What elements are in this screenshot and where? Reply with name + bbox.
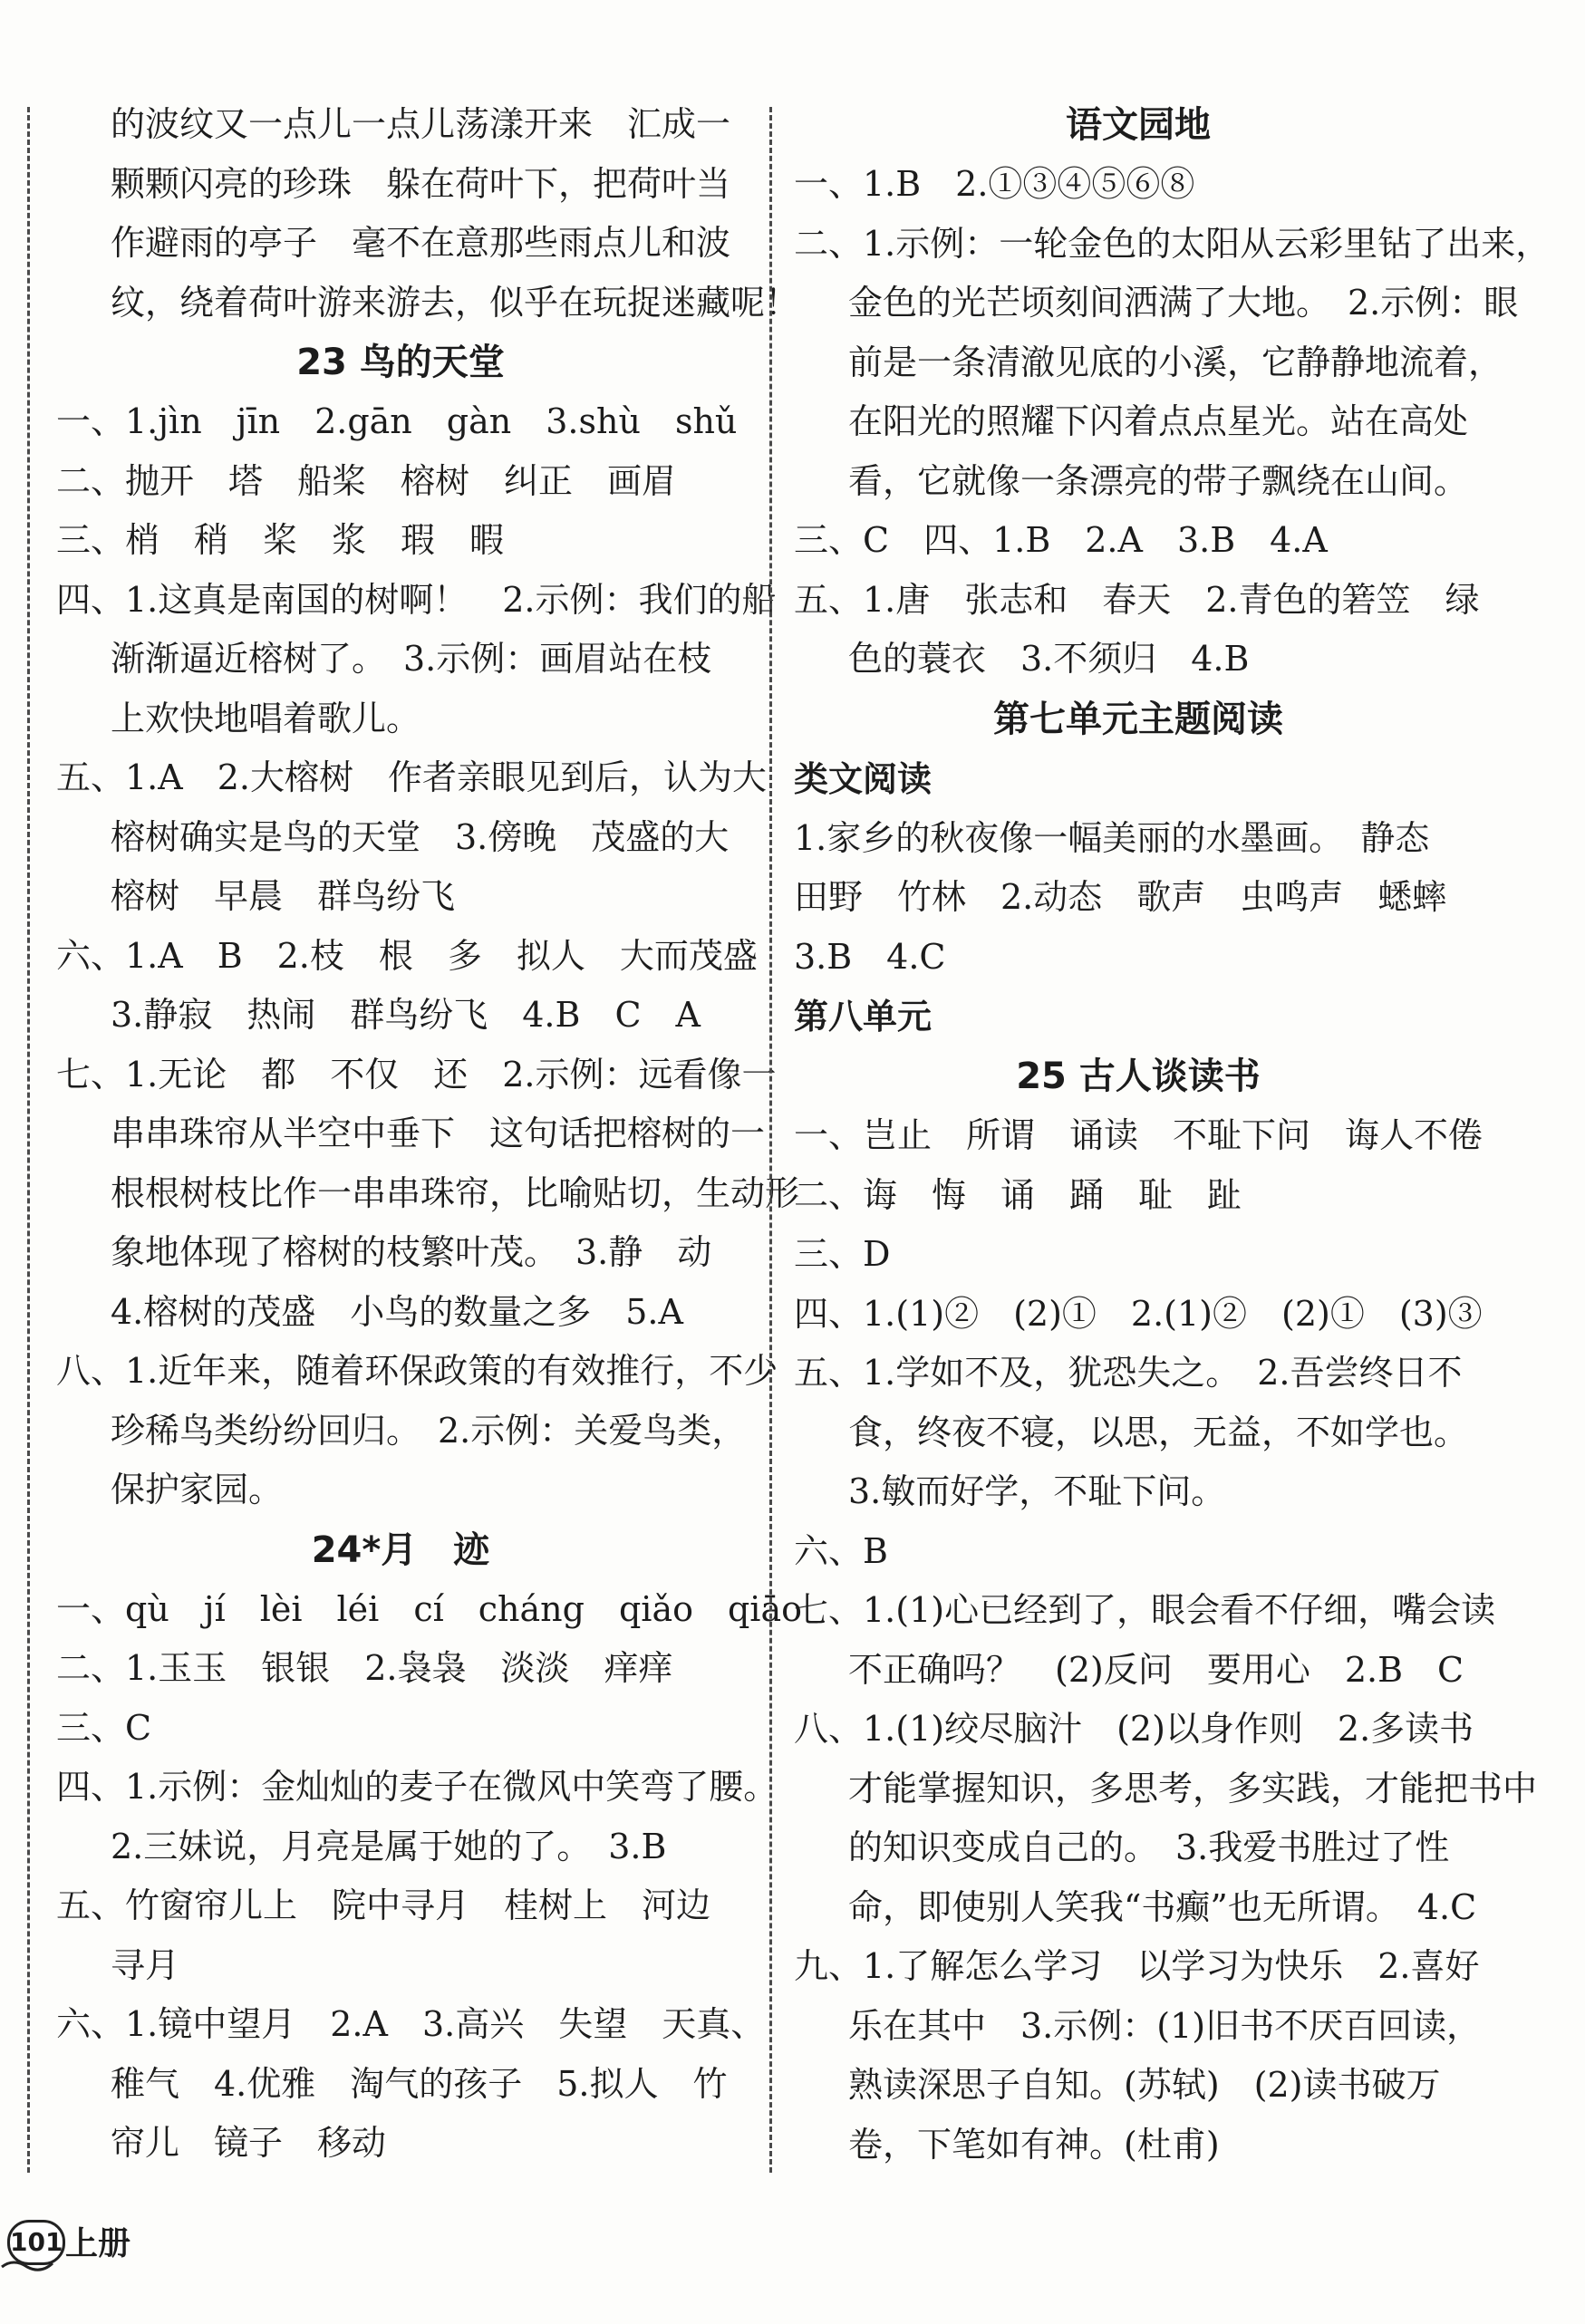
answer-line: 3.静寂 热闹 群鸟纷飞 4.B C A [111, 995, 701, 1035]
answer-line: 象地体现了榕树的枝繁叶茂。 3.静 动 [111, 1232, 712, 1272]
answer-line: 三、C [56, 1707, 152, 1748]
answer-line: 渐渐逼近榕树了。 3.示例：画眉站在枝 [111, 639, 712, 679]
answer-line: 1.家乡的秋夜像一幅美丽的水墨画。 静态 [794, 817, 1430, 858]
answer-line: 一、岂止 所谓 诵读 不耻下问 诲人不倦 [794, 1115, 1484, 1155]
answer-line: 七、1.(1)心已经到了，眼会看不仔细，嘴会读 [794, 1590, 1496, 1630]
answer-line: 3.B 4.C [794, 936, 946, 977]
answer-line: 五、1.学如不及，犹恐失之。 2.吾尝终日不 [794, 1353, 1463, 1393]
answer-line: 二、诲 悔 诵 踊 耻 趾 [794, 1174, 1242, 1215]
answer-line: 三、C 四、1.B 2.A 3.B 4.A [794, 520, 1328, 560]
answer-line: 六、1.A B 2.枝 根 多 拟人 大而茂盛 [56, 935, 758, 976]
answer-line: 不正确吗？ (2)反问 要用心 2.B C [848, 1649, 1464, 1690]
answer-line: 看，它就像一条漂亮的带子飘绕在山间。 [848, 460, 1469, 501]
answer-line: 榕树 早晨 群鸟纷飞 [111, 876, 456, 916]
answer-line: 卷，下笔如有神。(杜甫) [848, 2124, 1220, 2165]
answer-line: 榕树确实是鸟的天堂 3.傍晚 茂盛的大 [111, 816, 730, 857]
answer-line: 帘儿 镜子 移动 [111, 2123, 387, 2163]
section-subheading: 类文阅读 [794, 758, 933, 799]
section-heading: 25 古人谈读书 [1016, 1056, 1261, 1097]
answer-line: 纹，绕着荷叶游来游去，似乎在玩捉迷藏呢！ [111, 282, 800, 323]
answer-line: 二、抛开 塔 船桨 榕树 纠正 画眉 [56, 460, 677, 501]
answer-line: 八、1.近年来，随着环保政策的有效推行，不少 [56, 1351, 778, 1391]
answer-line: 七、1.无论 都 不仅 还 2.示例：远看像一 [56, 1054, 777, 1094]
answer-line: 根根树枝比作一串串珠帘，比喻贴切，生动形 [111, 1172, 800, 1213]
page-footer [0, 2211, 362, 2274]
answer-line: 四、1.(1)② (2)① 2.(1)② (2)① (3)③ [794, 1293, 1483, 1334]
answer-line: 颗颗闪亮的珍珠 躲在荷叶下，把荷叶当 [111, 163, 731, 204]
answer-line: 2.三妹说，月亮是属于她的了。 3.B [111, 1826, 667, 1866]
section-subheading: 第八单元 [794, 997, 933, 1037]
answer-line: 的知识变成自己的。 3.我爱书胜过了性 [848, 1827, 1450, 1867]
answer-line: 的波纹又一点儿一点儿荡漾开来 汇成一 [111, 104, 731, 144]
left-answer-column [56, 95, 802, 2174]
answer-line: 三、D [794, 1234, 891, 1274]
section-heading: 语文园地 [1066, 104, 1211, 146]
answer-line: 色的蓑衣 3.不须归 4.B [848, 639, 1250, 679]
answer-line: 熟读深思子自知。(苏轼) (2)读书破万 [848, 2065, 1441, 2105]
answer-line: 前是一条清澈见底的小溪，它静静地流着， [848, 342, 1503, 382]
book-decoration-icon [0, 2256, 54, 2274]
right-answer-column [794, 95, 1551, 2175]
answer-line: 食，终夜不寝，以思，无益，不如学也。 [848, 1412, 1469, 1452]
volume-label: 上册 [65, 2225, 131, 2262]
page-number-badge: 101 [7, 2220, 65, 2265]
answer-line: 稚气 4.优雅 淘气的孩子 5.拟人 竹 [111, 2063, 728, 2104]
answer-line: 二、1.示例：一轮金色的太阳从云彩里钻了出来， [794, 223, 1551, 264]
answer-line: 四、1.这真是南国的树啊！ 2.示例：我们的船 [56, 579, 777, 620]
answer-line: 一、1.jìn jīn 2.gān gàn 3.shù shǔ [56, 401, 738, 441]
answer-line: 3.敏而好学，不耻下问。 [848, 1471, 1226, 1511]
section-heading: 24*月 迹 [311, 1528, 490, 1571]
answer-line: 五、1.A 2.大榕树 作者亲眼见到后，认为大 [56, 757, 767, 797]
answer-line: 田野 竹林 2.动态 歌声 虫鸣声 蟋蟀 [794, 877, 1447, 917]
answer-line: 在阳光的照耀下闪着点点星光。站在高处 [848, 401, 1469, 441]
answer-line: 命，即使别人笑我“书癫”也无所谓。 4.C [848, 1886, 1477, 1927]
answer-line: 八、1.(1)绞尽脑汁 (2)以身作则 2.多读书 [794, 1709, 1474, 1749]
answer-line: 一、qù jí lèi léi cí cháng qiǎo qiāo [56, 1588, 802, 1629]
left-margin-dashed-line [27, 107, 30, 2173]
answer-line: 一、1.B 2.①③④⑤⑥⑧ [794, 164, 1195, 204]
answer-line: 六、B [794, 1530, 888, 1571]
section-heading: 23 鸟的天堂 [296, 342, 505, 383]
answer-line: 二、1.玉玉 银银 2.袅袅 淡淡 痒痒 [56, 1648, 673, 1688]
answer-line: 金色的光芒顷刻间洒满了大地。 2.示例：眼 [848, 283, 1519, 323]
answer-line: 乐在其中 3.示例：(1)旧书不厌百回读， [848, 2005, 1482, 2046]
answer-line: 作避雨的亭子 毫不在意那些雨点儿和波 [111, 223, 731, 263]
answer-line: 四、1.示例：金灿灿的麦子在微风中笑弯了腰。 [56, 1767, 778, 1807]
answer-line: 才能掌握知识，多思考，多实践，才能把书中 [848, 1768, 1538, 1808]
column-divider [769, 107, 772, 2173]
answer-line: 4.榕树的茂盛 小鸟的数量之多 5.A [111, 1291, 683, 1332]
answer-line: 五、1.唐 张志和 春天 2.青色的箬笠 绿 [794, 579, 1480, 620]
answer-line: 串串珠帘从半空中垂下 这句话把榕树的一 [111, 1114, 766, 1153]
answer-line: 九、1.了解怎么学习 以学习为快乐 2.喜好 [794, 1946, 1480, 1986]
section-heading: 第七单元主题阅读 [993, 698, 1283, 740]
answer-line: 五、竹窗帘儿上 院中寻月 桂树上 河边 [56, 1885, 711, 1925]
answer-line: 六、1.镜中望月 2.A 3.高兴 失望 天真、 [56, 2004, 766, 2044]
answer-line: 上欢快地唱着歌儿。 [111, 698, 421, 738]
answer-line: 三、梢 稍 桨 浆 瑕 暇 [56, 520, 505, 560]
answer-line: 珍稀鸟类纷纷回归。 2.示例：关爱鸟类， [111, 1410, 747, 1451]
answer-line: 寻月 [111, 1944, 180, 1985]
answer-line: 保护家园。 [111, 1470, 284, 1509]
